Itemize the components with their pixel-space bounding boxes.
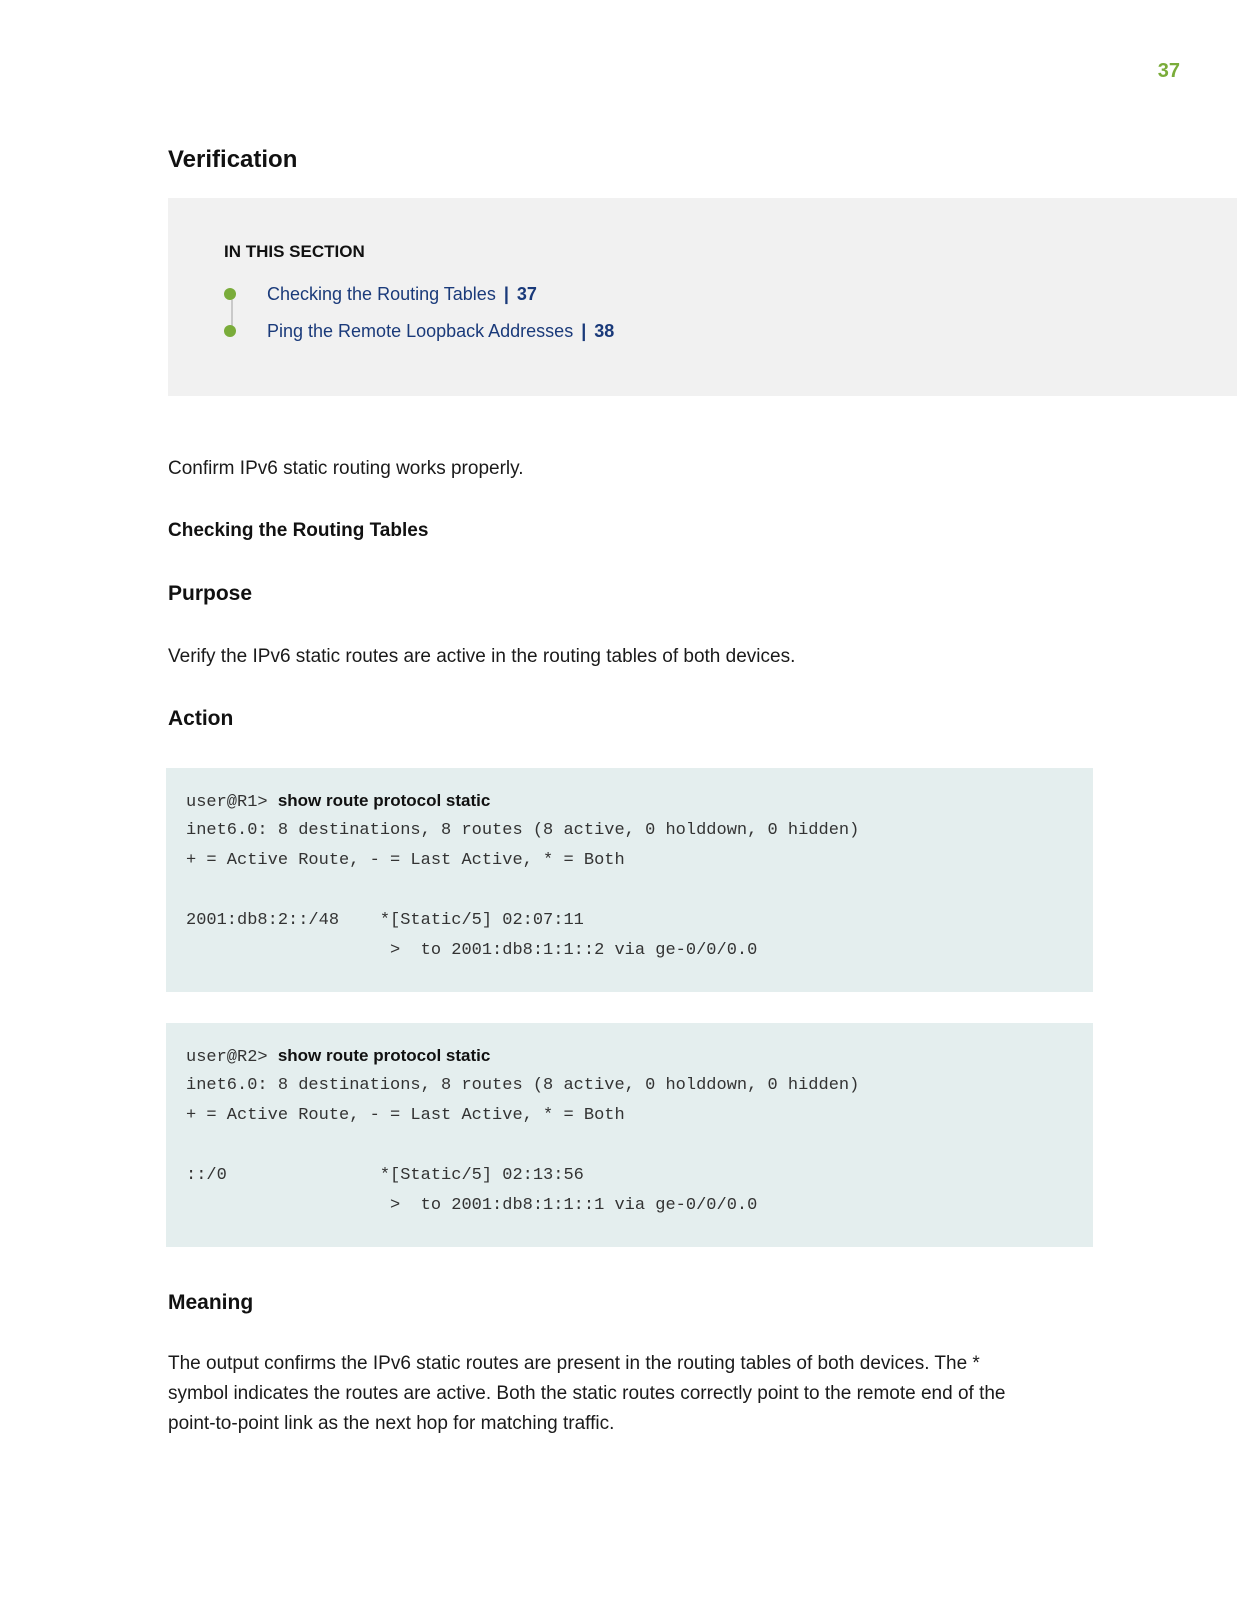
toc-separator: | <box>503 283 509 304</box>
code-line: inet6.0: 8 destinations, 8 routes (8 active, 0 holddown, 0 hidden) <box>186 821 860 840</box>
meaning-line: The output confirms the IPv6 static routes are present in the routing tables of both devices. The * <box>168 1353 980 1374</box>
toc-item-ping-loopback[interactable] <box>224 319 614 343</box>
code-line: inet6.0: 8 destinations, 8 routes (8 active, 0 holddown, 0 hidden) <box>186 1076 860 1095</box>
action-heading: Action <box>168 707 234 730</box>
in-this-section-box <box>168 198 1237 396</box>
meaning-heading: Meaning <box>168 1291 254 1314</box>
meaning-line: point-to-point link as the next hop for matching traffic. <box>168 1413 615 1434</box>
code-block-r1 <box>166 768 1093 992</box>
in-this-section-title: IN THIS SECTION <box>224 242 365 261</box>
code-prompt: user@R2> <box>186 1048 278 1067</box>
code-command-line <box>186 791 490 812</box>
toc-separator: | <box>581 320 587 341</box>
bullet-icon <box>224 288 236 300</box>
code-line: > to 2001:db8:1:1::1 via ge-0/0/0.0 <box>186 1196 758 1215</box>
toc-link[interactable]: Ping the Remote Loopback Addresses <box>267 320 574 341</box>
purpose-heading: Purpose <box>168 582 253 605</box>
code-command-line <box>186 1046 490 1067</box>
toc-page-number[interactable]: 37 <box>516 283 537 304</box>
code-line: > to 2001:db8:1:1::2 via ge-0/0/0.0 <box>186 941 758 960</box>
code-command: show route protocol static <box>277 791 491 810</box>
toc-link[interactable]: Checking the Routing Tables <box>267 283 496 304</box>
subsection-title: Checking the Routing Tables <box>168 520 429 541</box>
purpose-text: Verify the IPv6 static routes are active in the routing tables of both devices. <box>168 646 796 667</box>
code-line: ::/0 *[Static/5] 02:13:56 <box>186 1166 584 1185</box>
code-line: 2001:db8:2::/48 *[Static/5] 02:07:11 <box>186 911 584 930</box>
section-title: Verification <box>168 146 298 173</box>
code-line: + = Active Route, - = Last Active, * = Both <box>186 851 625 870</box>
code-command: show route protocol static <box>277 1046 491 1065</box>
code-block-r2 <box>166 1023 1093 1247</box>
code-line: + = Active Route, - = Last Active, * = Both <box>186 1106 625 1125</box>
toc-page-number[interactable]: 38 <box>594 320 615 341</box>
bullet-icon <box>224 325 236 337</box>
code-prompt: user@R1> <box>186 793 278 812</box>
meaning-line: symbol indicates the routes are active. Both the static routes correctly point to the remote end of the <box>168 1383 1006 1404</box>
page-number: 37 <box>1157 60 1180 82</box>
intro-paragraph: Confirm IPv6 static routing works properly. <box>168 458 524 479</box>
toc-item-routing-tables[interactable] <box>224 282 537 306</box>
